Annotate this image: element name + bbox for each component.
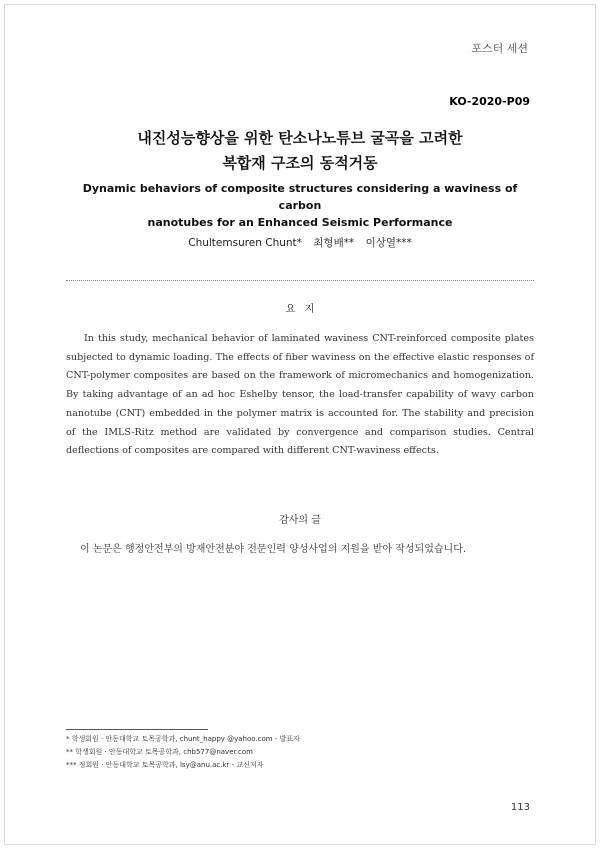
- abstract-text: In this study, mechanical behavior of laminated waviness CNT-reinforced composite plates subjected to dynamic loading. The effects of fiber waviness on the effective elastic responses of CNT-polymer composites are based on the framework of micromechanics and homogenization. By taking advantage of an ad hoc Eshelby tensor, the load-transfer capability of wavy carbon nanotube (CNT) embedded in the polymer matrix is accounted for. The stability and precision of the IMLS-Ritz method are validated by convergence and comparison studies. Central deflections of composites are compared with different CNT-waviness effects.: [66, 333, 534, 457]
- acknowledgement-heading: 감사의 글: [279, 515, 321, 526]
- author-1: Chultemsuren Chunt*: [188, 237, 302, 249]
- english-title: [70, 180, 530, 231]
- author-2: 최형배**: [313, 237, 355, 249]
- footnotes: [66, 733, 534, 772]
- page-number: 113: [510, 802, 530, 813]
- korean-title: [0, 126, 600, 176]
- footnote-2: ** 학생회원 · 안동대학교 토목공학과, chb577@naver.com: [66, 748, 253, 756]
- korean-title-line1: 내진성능향상을 위한 탄소나노튜브 굴곡을 고려한: [137, 129, 463, 147]
- author-list: [0, 235, 600, 250]
- korean-title-line2: 복합재 구조의 동적거동: [222, 154, 378, 172]
- footnote-1: * 학생회원 · 안동대학교 토목공학과, chunt_happy @yahoo.com - 발표자: [66, 735, 300, 743]
- footnote-3: *** 정회원 · 안동대학교 토목공학과, lsy@anu.ac.kr - 교신저자: [66, 761, 264, 769]
- paper-code: KO-2020-P09: [449, 95, 530, 108]
- dotted-divider: [66, 280, 534, 281]
- english-title-line2: nanotubes for an Enhanced Seismic Performance: [147, 216, 453, 229]
- author-3: 이상열***: [365, 237, 412, 249]
- abstract-heading: 요 지: [285, 304, 315, 315]
- english-title-line1: Dynamic behaviors of composite structures considering a waviness of carbon: [82, 182, 518, 212]
- footnote-divider: [66, 729, 208, 730]
- acknowledgement-text: 이 논문은 행정안전부의 방재안전분야 전문인력 양성사업의 지원을 받아 작성되었습니다.: [80, 544, 467, 555]
- session-label: 포스터 세션: [471, 42, 528, 55]
